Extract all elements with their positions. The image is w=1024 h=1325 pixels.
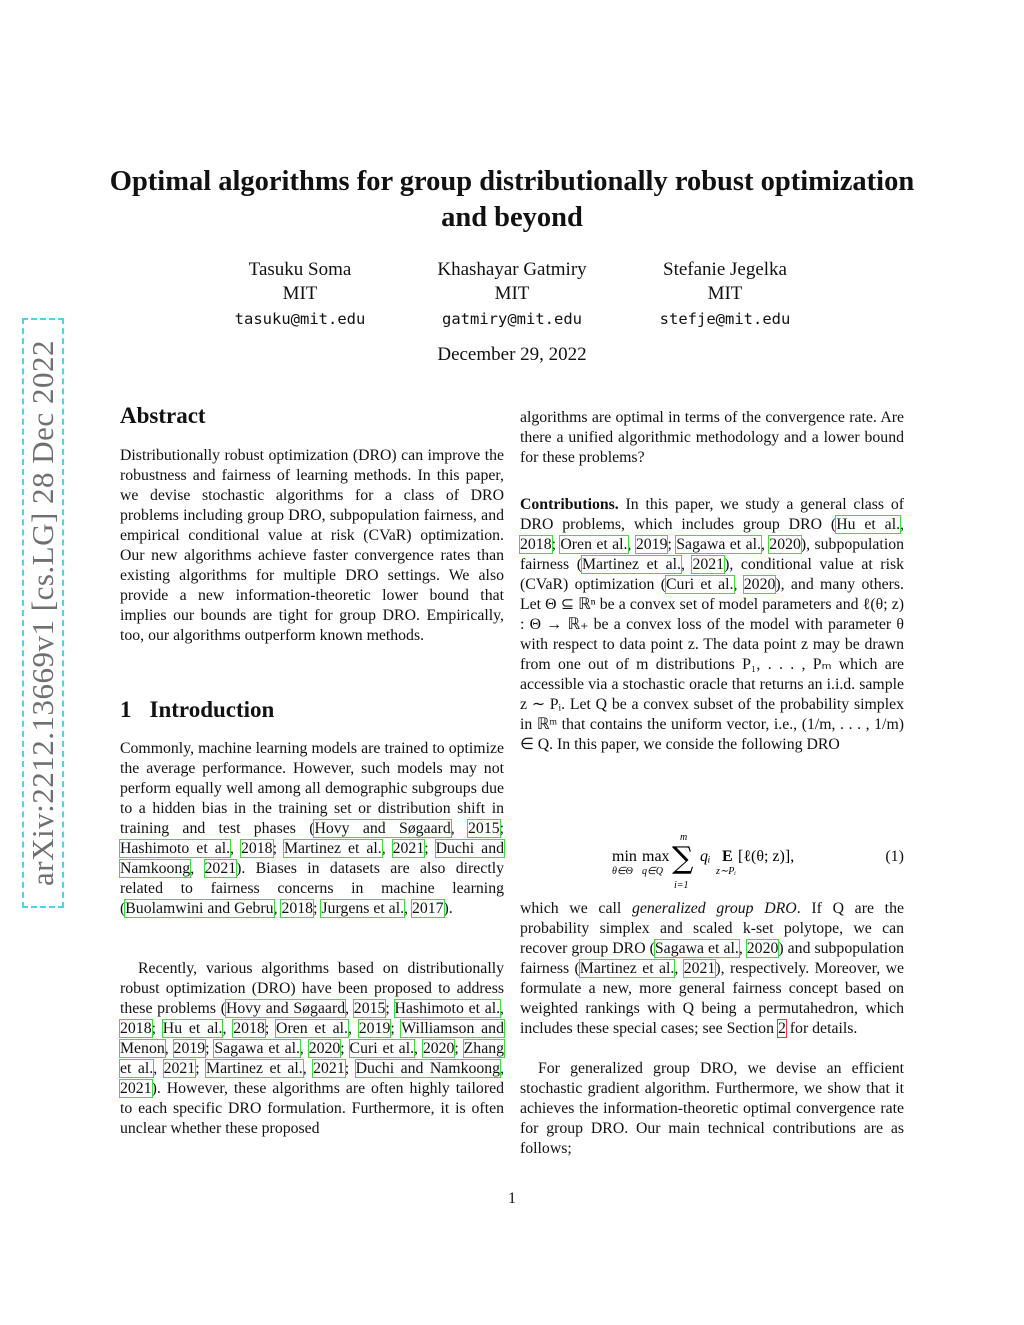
text-run: , [733,576,744,593]
author-block [605,258,845,332]
citation-link[interactable]: 2021 [692,556,725,573]
section-link[interactable]: 2 [777,1020,786,1037]
author-affiliation: MIT [494,283,530,304]
generalized-dro-paragraph [520,899,904,1039]
citation-link[interactable]: 2019 [635,536,668,553]
sum-lower-limit: i=1 [674,880,689,891]
citation-link[interactable]: Hu et al. [162,1020,223,1037]
citation-link[interactable]: Martinez et al. [579,960,675,977]
text-run: ; [454,1040,464,1057]
text-run: , [500,1060,505,1077]
citation-link[interactable]: Hashimoto et al. [120,840,231,857]
max-subscript: q∈Q [642,866,663,877]
paper-date: December 29, 2022 [437,344,587,365]
equation-1 [520,828,904,894]
paragraph-label: Contributions. [520,496,619,513]
page-number: 1 [508,1190,516,1207]
text-run: , [414,1040,423,1057]
citation-link[interactable]: Martinez et al. [206,1060,303,1077]
text-run: , [627,536,636,553]
citation-link[interactable]: 2018 [240,840,273,857]
sum-upper-limit: m [680,832,688,843]
text-run: In this paper, we study a general class of DRO problems, which includes group DRO ( [520,496,904,533]
citation-link[interactable]: 2018 [520,536,552,553]
citation-link[interactable]: 2018 [281,900,314,917]
author-email[interactable]: gatmiry@mit.edu [442,310,582,328]
text-run: ) and subpopulation fairness ( [520,940,904,977]
citation-link[interactable]: Williamson and Menon [120,1020,504,1057]
contributions-paragraph [520,495,904,755]
abstract-heading: Abstract [120,403,206,428]
text-run: , [302,1060,314,1077]
text-run: ; [272,840,284,857]
citation-link[interactable]: 2019 [173,1040,206,1057]
author-name: Tasuku Soma [248,259,352,280]
text-run: ; [205,1040,215,1057]
citation-link[interactable]: Oren et al. [276,1020,348,1037]
abstract-text: Distributionally robust optimization (DRO) can improve the robustness and fairness of learning methods. In this paper, we devise stochastic algorithms for a class of DRO problems including group DRO, subpopulation fairness, and empirical conditional value at risk (CVaR) optimization. Our new algorithms achieve faster convergence rates than existing algorithms for multiple DRO settings. We also provide a new information-theoretic lower bound that implies our bounds are tight for group DRO. Empirically, too, our algorithms outperform known methods. [120,447,504,644]
text-run: ). However, these algorithms are often highly tailored to each specific DRO formulation. Furthermore, it is often unclear whether these proposed [120,1080,504,1137]
text-run: ). [443,900,453,917]
citation-link[interactable]: Sagawa et al. [676,536,761,553]
text-run: , [273,900,282,917]
citation-link[interactable]: 2021 [683,960,716,977]
text-run: for details. [785,1020,858,1037]
continued-paragraph: algorithms are optimal in terms of the convergence rate. Are there a unified algorithmic methodology and a lower bound for these problems? [520,409,904,466]
citation-link[interactable]: 2018 [120,1020,152,1037]
paper-title: Optimal algorithms for group distributionally robust optimization and beyond [109,166,915,233]
text-run: , [680,556,693,573]
text-run: , [164,1040,174,1057]
algorithm-paragraph: For generalized group DRO, we devise an efficient stochastic gradient algorithm. Furthermore, we show that it achieves the information-theoretic optimal convergence rate for group DRO. Our main technical contributions are as follows; [520,1060,904,1157]
text-run: ; [264,1020,277,1037]
citation-link[interactable]: 2021 [120,1080,152,1097]
citation-link[interactable]: Hu et al. [836,516,901,533]
text-run: , [230,840,241,857]
arxiv-identifier[interactable]: arXiv:2212.13669v1 [cs.LG] 28 Dec 2022 [25,340,60,886]
text-run: Commonly, machine learning models are trained to optimize the average performance. However, such models may not perform equally well among all demographic subgroups due to a hidden bias in the training set or distribution shift in training and test phases ( [120,740,504,837]
text-run: , [153,1060,164,1077]
max-operator: max [642,848,670,865]
author-email[interactable]: tasuku@mit.edu [234,310,366,328]
text-run: , [760,536,770,553]
citation-link[interactable]: 2020 [422,1040,455,1057]
arxiv-sidebar[interactable] [22,318,64,908]
author-affiliation: MIT [282,283,318,304]
author-name: Stefanie Jegelka [663,259,787,280]
text-run: , [345,1000,354,1017]
text-run: ; [340,1040,350,1057]
citation-link[interactable]: 2020 [308,1040,341,1057]
citation-link[interactable]: Oren et al. [560,536,628,553]
text-run: ), respectively. Moreover, we formulate a new, more general fairness concept based on weighted rankings with Q being a permutahedron, which includes these special cases; see Section [520,960,904,1037]
citation-link[interactable]: Martinez et al. [283,840,382,857]
text-run: , [674,960,684,977]
text-run: ), conditional value at risk (CVaR) optimization ( [520,556,905,593]
citation-link[interactable]: 2021 [313,1060,345,1077]
citation-link[interactable]: 2020 [746,940,779,957]
citation-link[interactable]: Duchi and Namkoong [355,1060,501,1077]
citation-link[interactable]: Sagawa et al. [654,940,739,957]
author-affiliation: MIT [707,283,743,304]
citation-link[interactable]: 2015 [353,1000,386,1017]
citation-link[interactable]: 2019 [358,1020,391,1037]
expectation-subscript: z∼Pᵢ [716,866,736,877]
sum-symbol: ∑ [672,841,694,876]
emphasis-term: generalized group DRO [631,900,797,917]
citation-link[interactable]: Hovy and Søgaard [225,1000,346,1017]
section-number: 1 [120,697,132,722]
author-block [392,258,632,332]
intro-paragraph-2 [120,959,504,1139]
citation-link[interactable]: 2017 [411,900,444,917]
equation-formula [612,828,842,894]
citation-link[interactable]: Sagawa et al. [214,1040,300,1057]
citation-link[interactable]: 2021 [392,840,425,857]
text-run: , [190,860,205,877]
min-subscript: θ∈Θ [612,866,633,877]
citation-link[interactable]: Curi et al. [666,576,734,593]
intro-heading [120,697,274,723]
text-run: , [381,840,393,857]
equation-number: (1) [885,848,904,865]
text-run: which we call [520,900,632,917]
citation-link[interactable]: Duchi and Namkoong [120,840,504,877]
citation-link[interactable]: Buolamwini and Gebru [125,900,274,917]
weight-variable: qᵢ [700,848,711,865]
intro-paragraph-1 [120,739,504,919]
text-run: , [404,900,412,917]
citation-link[interactable]: 2020 [743,576,776,593]
author-name: Khashayar Gatmiry [437,259,587,280]
citation-link[interactable]: Hovy and Søgaard [314,820,451,837]
citation-link[interactable]: Curi et al. [349,1040,415,1057]
author-block [180,258,420,332]
text-run: ; [390,1020,402,1037]
text-run: , [738,940,747,957]
section-title: Introduction [149,697,275,722]
citation-link[interactable]: Zhang et al. [120,1040,504,1077]
text-run: ; [151,1020,163,1037]
text-run: ; [551,536,561,553]
loss-term: [ℓ(θ; z)], [738,848,795,865]
citation-link[interactable]: 2020 [769,536,801,553]
text-run: ; [667,536,677,553]
citation-link[interactable]: Jurgens et al. [321,900,405,917]
min-operator: min [612,848,637,865]
text-run: ; [195,1060,207,1077]
text-run: ; [385,1000,395,1017]
citation-link[interactable]: 2015 [468,820,500,837]
text-run: ), and many others. Let Θ ⊆ ℝⁿ be a convex set of model parameters and ℓ(θ; z) : Θ → ℝ₊ be a convex loss of the model with parameter θ with respect to data point z. The data point z may be drawn from one out of m distributions P₁, . . . , Pₘ which are accessible via a stochastic oracle that returns an i.i.d. sample z ∼ Pᵢ. Let Q be a convex subset of the probability simplex in ℝᵐ that contains the uniform vector, i.e., (1/m, . . . , 1/m) ∈ Q. In this paper, we conside the following DRO [520,576,904,753]
text-run: , [450,820,469,837]
text-run: , [348,1020,359,1037]
text-run: , [500,1000,504,1017]
text-run: ; [499,820,504,837]
text-run: ), subpopulation fairness ( [520,536,905,573]
citation-link[interactable]: 2021 [163,1060,196,1077]
text-run: ; [313,900,322,917]
text-run: . If Q are the probability simplex and scaled k-set polytope, we can recover group DRO ( [520,900,904,957]
author-email[interactable]: stefje@mit.edu [659,310,791,328]
text-run: ; [424,840,436,857]
text-run: ; [344,1060,356,1077]
citation-link[interactable]: Hashimoto et al. [394,1000,501,1017]
citation-link[interactable]: Martinez et al. [581,556,681,573]
text-run: , [900,516,904,533]
citation-link[interactable]: 2018 [233,1020,265,1037]
text-run: ). Biases in datasets are also directly related to fairness concerns in machine learning ( [120,860,504,917]
text-run: , [222,1020,234,1037]
text-run: , [299,1040,309,1057]
citation-link[interactable]: 2021 [204,860,237,877]
text-run: Recently, various algorithms based on distributionally robust optimization (DRO) have been proposed to address these problems ( [120,960,504,1017]
expectation-operator: E [722,848,733,865]
